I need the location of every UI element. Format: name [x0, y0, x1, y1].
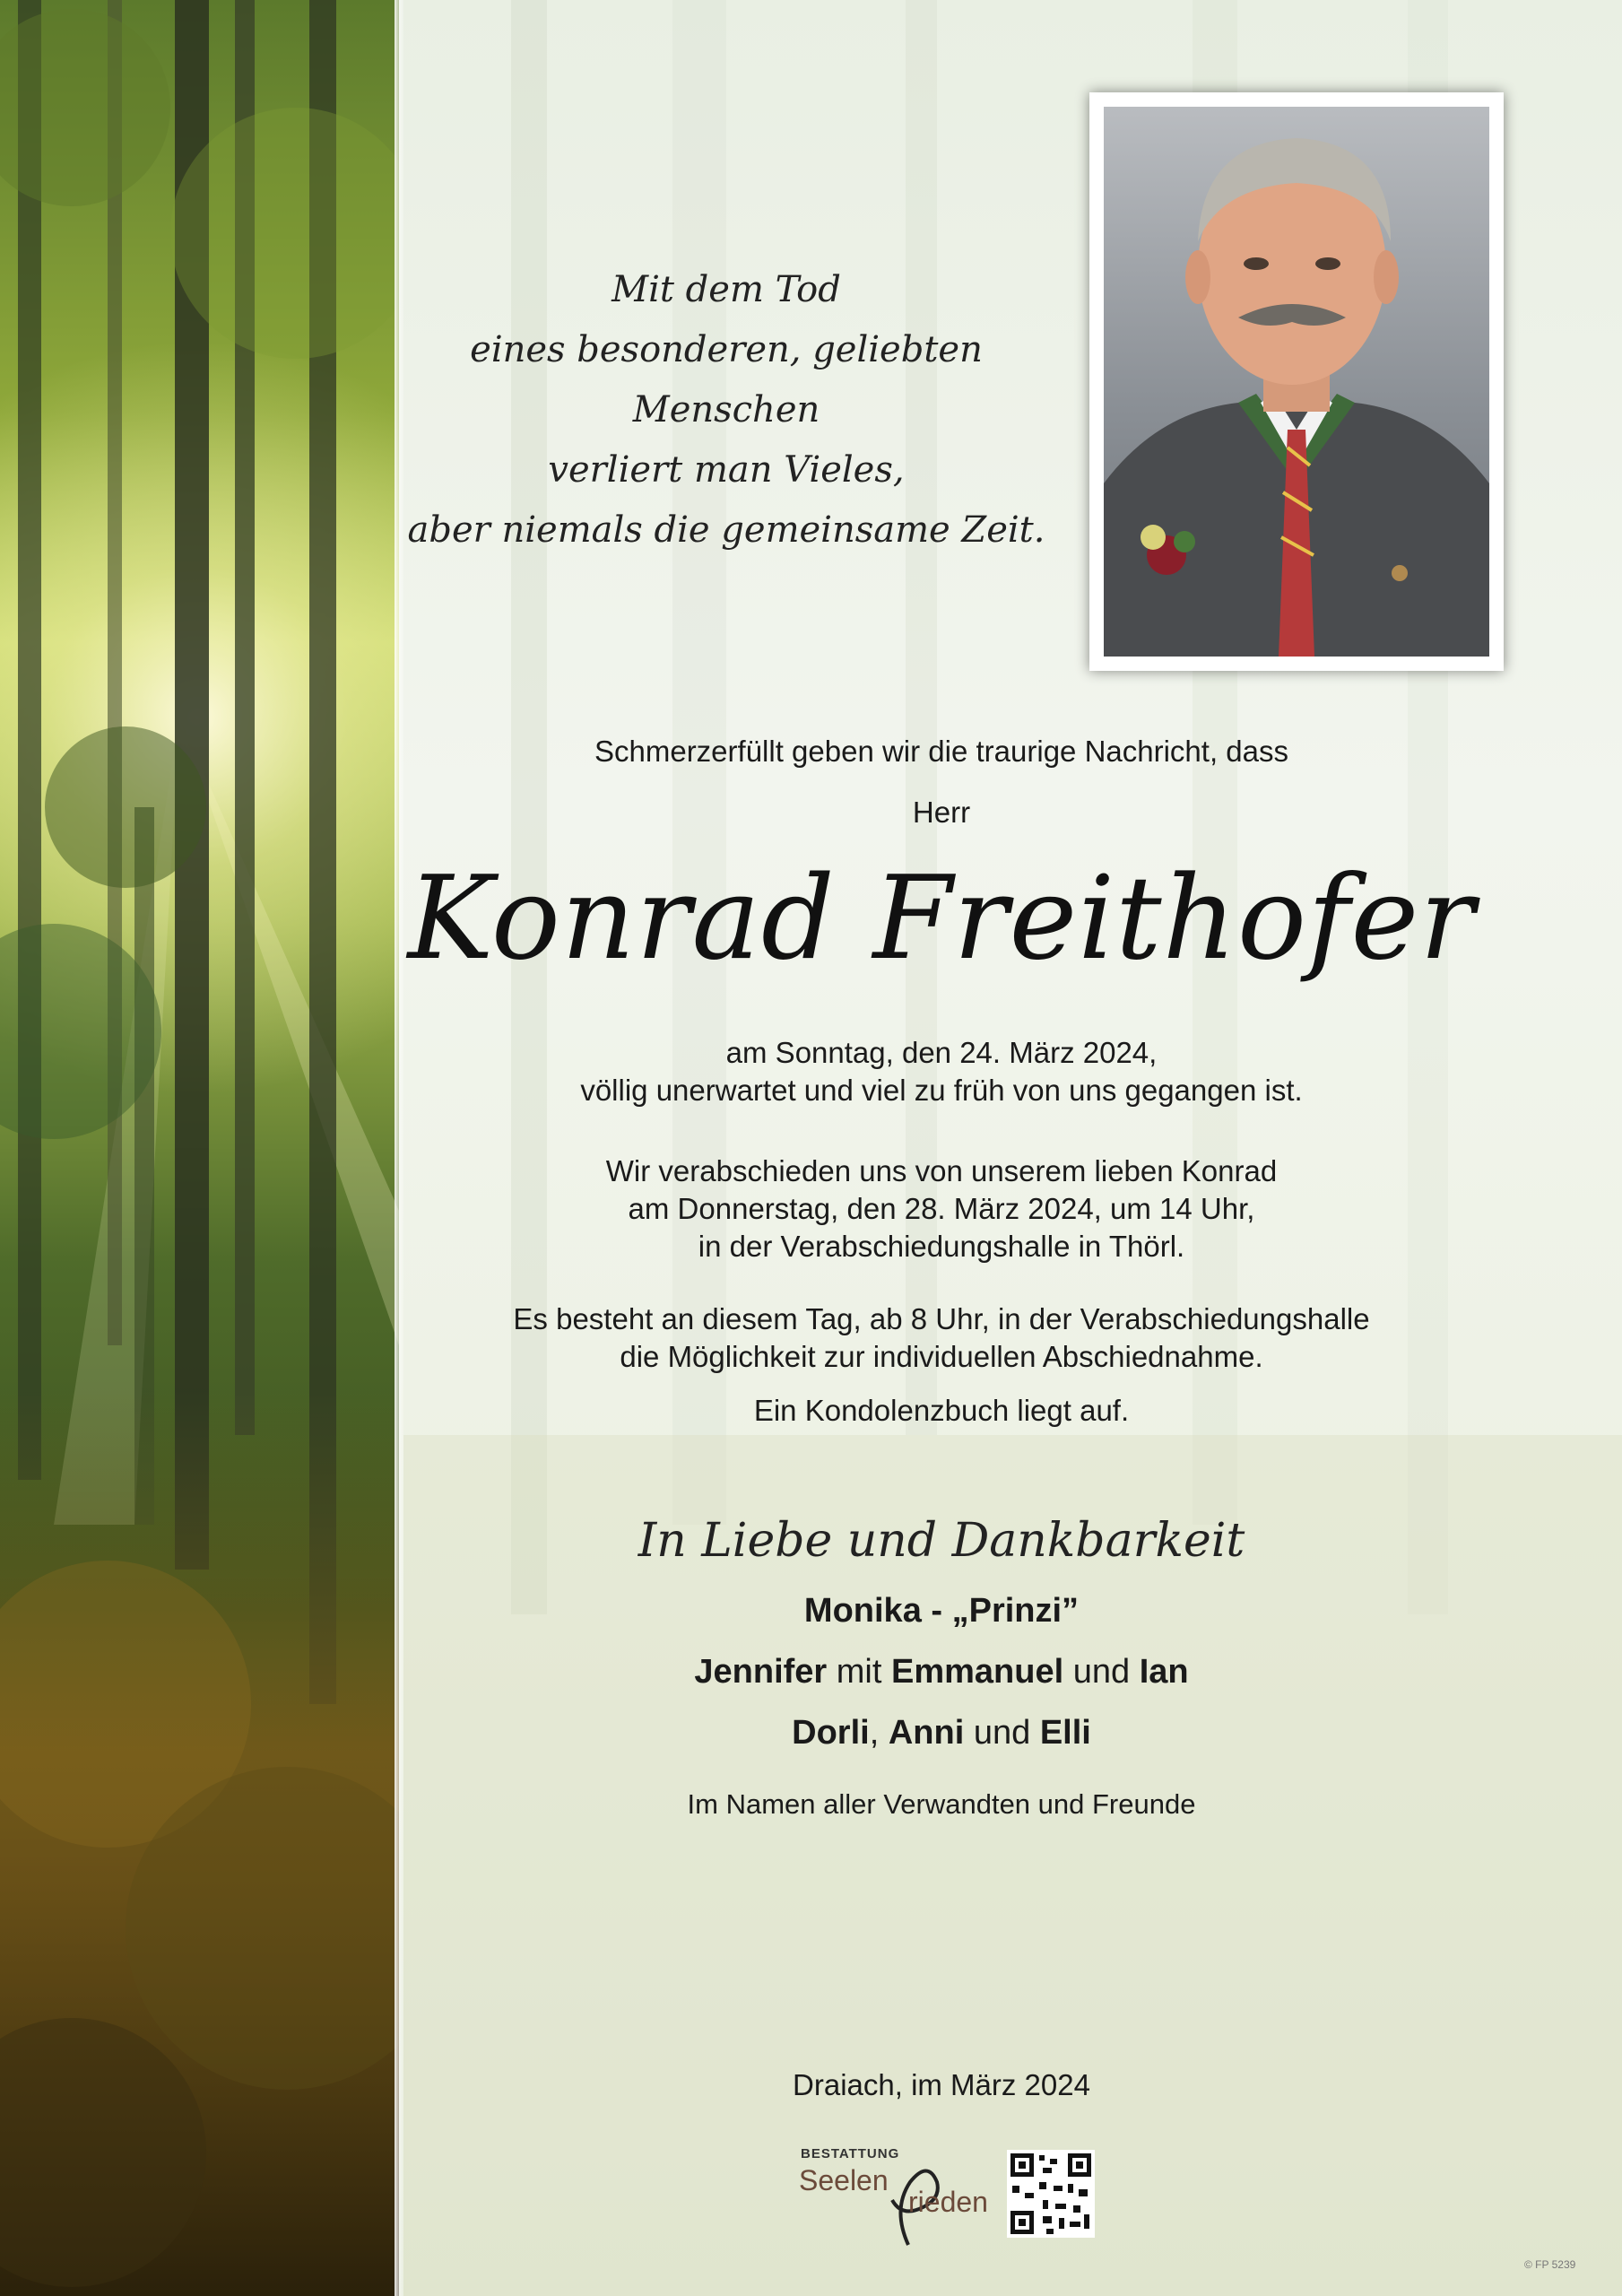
mourner-name: Monika - „Prinzi”	[803, 1592, 1080, 1630]
quote-line: verliert man Vieles,	[548, 449, 905, 491]
qr-code[interactable]	[1007, 2150, 1095, 2238]
forest-edge-divider	[395, 0, 403, 2296]
forest-background-image	[0, 0, 399, 2296]
farewell-location-line: in der Verabschiedungshalle in Thörl.	[698, 1230, 1185, 1263]
quote-line: Mit dem Tod	[612, 269, 841, 310]
print-code: © FP 5239	[1524, 2258, 1576, 2271]
relatives-footer: Im Namen aller Verwandten und Freunde	[687, 1788, 1196, 1820]
death-circumstance-line: völlig unerwartet und viel zu früh von uns gegangen ist.	[580, 1074, 1303, 1107]
logo-word-2: rieden	[908, 2186, 988, 2218]
place-and-date: Draiach, im März 2024	[793, 2068, 1090, 2101]
announcement-intro: Schmerzerfüllt geben wir die traurige Nachricht, dass	[594, 735, 1288, 768]
mourner-name: Emmanuel	[891, 1653, 1064, 1691]
quote-line: eines besonderen, geliebten Menschen	[470, 329, 983, 430]
death-notice	[403, 1034, 1479, 1109]
mourner-name: Jennifer	[694, 1653, 828, 1691]
logo-top-text: BESTATTUNG	[801, 2146, 900, 2161]
connector-text: und	[1063, 1653, 1140, 1691]
mourners-heading: In Liebe und Dankbarkeit	[638, 1514, 1245, 1568]
memorial-quote	[403, 260, 1049, 561]
portrait-illustration	[1104, 107, 1489, 657]
mourner-row	[403, 1580, 1479, 1641]
quote-line: aber niemals die gemeinsame Zeit.	[407, 509, 1045, 551]
death-date-line: am Sonntag, den 24. März 2024,	[725, 1036, 1158, 1069]
viewing-line: Es besteht an diesem Tag, ab 8 Uhr, in der Verabschiedungshalle	[513, 1302, 1370, 1335]
logo-word-1: Seelen	[799, 2164, 889, 2196]
farewell-date-line: am Donnerstag, den 28. März 2024, um 14 Uhr,	[628, 1192, 1255, 1225]
funeral-home-logo	[794, 2146, 1000, 2249]
mourner-name: Dorli	[792, 1714, 870, 1752]
connector-text: mit	[827, 1653, 891, 1691]
condolence-book-note: Ein Kondolenzbuch liegt auf.	[753, 1394, 1130, 1427]
connector-text: und	[964, 1714, 1040, 1752]
mourner-row	[403, 1702, 1479, 1763]
mourner-name: Elli	[1039, 1714, 1091, 1752]
viewing-details	[403, 1300, 1479, 1376]
farewell-line: Wir verabschieden uns von unserem lieben Konrad	[605, 1154, 1278, 1187]
farewell-details	[403, 1152, 1479, 1265]
forest-illustration	[0, 0, 399, 2296]
viewing-line: die Möglichkeit zur individuellen Abschiednahme.	[620, 1340, 1263, 1373]
portrait-frame	[1089, 92, 1504, 671]
mourner-name: Ian	[1139, 1653, 1189, 1691]
qr-code-icon	[1007, 2150, 1095, 2238]
deceased-name: Konrad Freithofer	[407, 852, 1476, 986]
connector-text: ,	[869, 1714, 889, 1752]
mourner-name: Anni	[888, 1714, 965, 1752]
mourner-row	[403, 1641, 1479, 1702]
portrait-photo	[1104, 107, 1489, 657]
salutation: Herr	[912, 796, 971, 829]
